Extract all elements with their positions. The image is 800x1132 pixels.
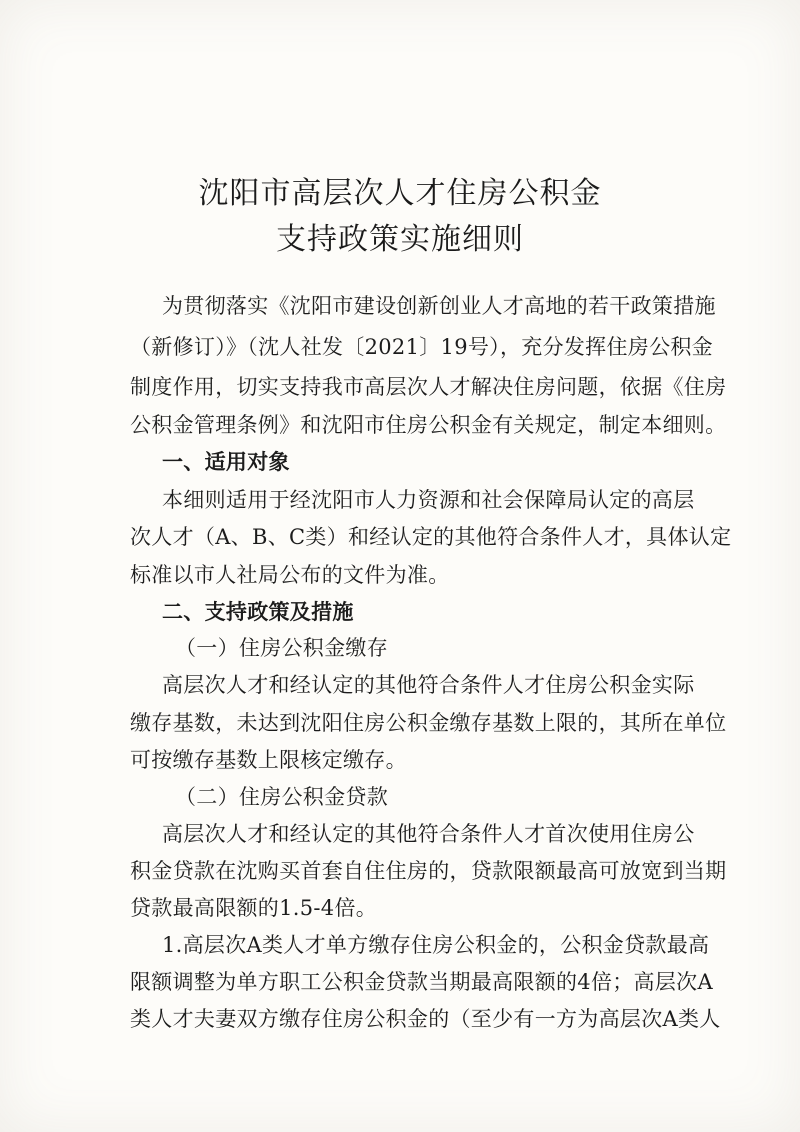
document-title-line-2: 支持政策实施细则 (276, 222, 524, 257)
scope-paragraph-line: 次人才（A、B、C类）和经认定的其他符合条件人才，具体认定 (130, 525, 732, 549)
intro-paragraph-line: 公积金管理条例》和沈阳市住房公积金有关规定，制定本细则。 (130, 413, 727, 437)
deposit-paragraph-line: 缴存基数，未达到沈阳住房公积金缴存基数上限的，其所在单位 (130, 711, 727, 735)
section-heading-scope: 一、适用对象 (162, 450, 290, 474)
loan-paragraph-line: 高层次人才和经认定的其他符合条件人才首次使用住房公 (162, 822, 695, 846)
deposit-paragraph-line: 高层次人才和经认定的其他符合条件人才住房公积金实际 (162, 673, 695, 697)
intro-paragraph-line: （新修订）》（沈人社发〔2021〕19号），充分发挥住房公积金 (130, 335, 713, 359)
loan-item-1-line: 1.高层次A类人才单方缴存住房公积金的，公积金贷款最高 (162, 933, 710, 957)
section-heading-policies: 二、支持政策及措施 (162, 600, 354, 624)
document-title-line-1: 沈阳市高层次人才住房公积金 (198, 176, 602, 211)
deposit-paragraph-line: 可按缴存基数上限核定缴存。 (130, 748, 407, 772)
scope-paragraph-line: 标准以市人社局公布的文件为准。 (130, 563, 450, 587)
loan-item-1-line: 类人才夫妻双方缴存住房公积金的（至少有一方为高层次A类人 (130, 1007, 721, 1031)
loan-paragraph-line: 积金贷款在沈购买首套自住住房的，贷款限额最高可放宽到当期 (130, 859, 727, 883)
intro-paragraph-line: 为贯彻落实《沈阳市建设创新创业人才高地的若干政策措施 (162, 294, 716, 318)
loan-paragraph-line: 贷款最高限额的1.5-4倍。 (130, 896, 378, 920)
scope-paragraph-line: 本细则适用于经沈阳市人力资源和社会保障局认定的高层 (162, 488, 695, 512)
loan-item-1-line: 限额调整为单方职工公积金贷款当期最高限额的4倍；高层次A (130, 970, 713, 994)
intro-paragraph-line: 制度作用，切实支持我市高层次人才解决住房问题，依据《住房 (130, 375, 727, 399)
subsection-heading-loan: （二）住房公积金贷款 (175, 785, 388, 809)
subsection-heading-deposit: （一）住房公积金缴存 (175, 636, 388, 660)
